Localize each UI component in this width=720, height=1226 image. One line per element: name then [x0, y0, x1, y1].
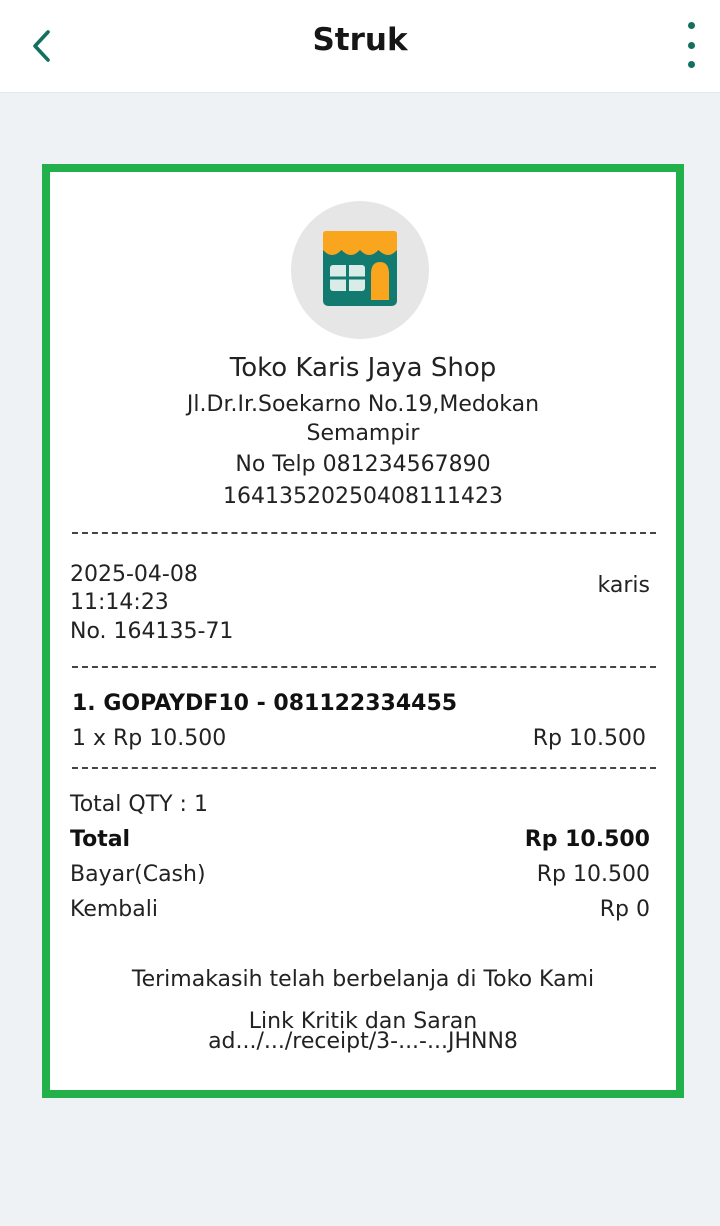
cashier-name: karis — [597, 573, 650, 598]
item-title: 1. GOPAYDF10 - 081122334455 — [72, 691, 458, 716]
payment-value: Rp 10.500 — [536, 862, 650, 887]
app-bar — [0, 0, 720, 93]
page-title: Struk — [312, 22, 408, 58]
divider — [72, 532, 656, 534]
receipt-date: 2025-04-08 — [70, 562, 198, 587]
change-label: Kembali — [70, 897, 158, 922]
divider — [72, 767, 656, 769]
store-icon — [320, 228, 400, 312]
item-subtotal: Rp 10.500 — [532, 726, 646, 751]
thank-you-message: Terimakasih telah berbelanja di Toko Kami — [131, 967, 595, 992]
shop-address-line2: Semampir — [306, 421, 420, 446]
divider — [72, 666, 656, 668]
shop-logo — [291, 201, 429, 339]
total-qty: Total QTY : 1 — [70, 792, 208, 817]
feedback-link[interactable] — [50, 1029, 676, 1054]
receipt-number: No. 164135-71 — [70, 619, 234, 644]
item-qty-price: 1 x Rp 10.500 — [72, 726, 227, 751]
shop-name: Toko Karis Jaya Shop — [229, 353, 497, 383]
shop-address-line1: Jl.Dr.Ir.Soekarno No.19,Medokan — [186, 392, 540, 417]
shop-phone: No Telp 081234567890 — [235, 452, 491, 477]
receipt — [50, 172, 676, 1090]
change-value: Rp 0 — [599, 897, 650, 922]
transaction-id: 16413520250408111423 — [223, 484, 503, 509]
more-options-button[interactable] — [676, 20, 706, 70]
more-vertical-icon — [688, 22, 695, 29]
receipt-time: 11:14:23 — [70, 590, 169, 615]
total-label: Total — [70, 827, 131, 852]
total-value: Rp 10.500 — [524, 827, 650, 852]
feedback-link-text[interactable]: ad.../.../receipt/3-...-...JHNN8 — [208, 1029, 518, 1054]
feedback-link-title: Link Kritik dan Saran — [248, 1009, 478, 1034]
receipt-frame — [42, 164, 684, 1098]
payment-label: Bayar(Cash) — [70, 862, 206, 887]
